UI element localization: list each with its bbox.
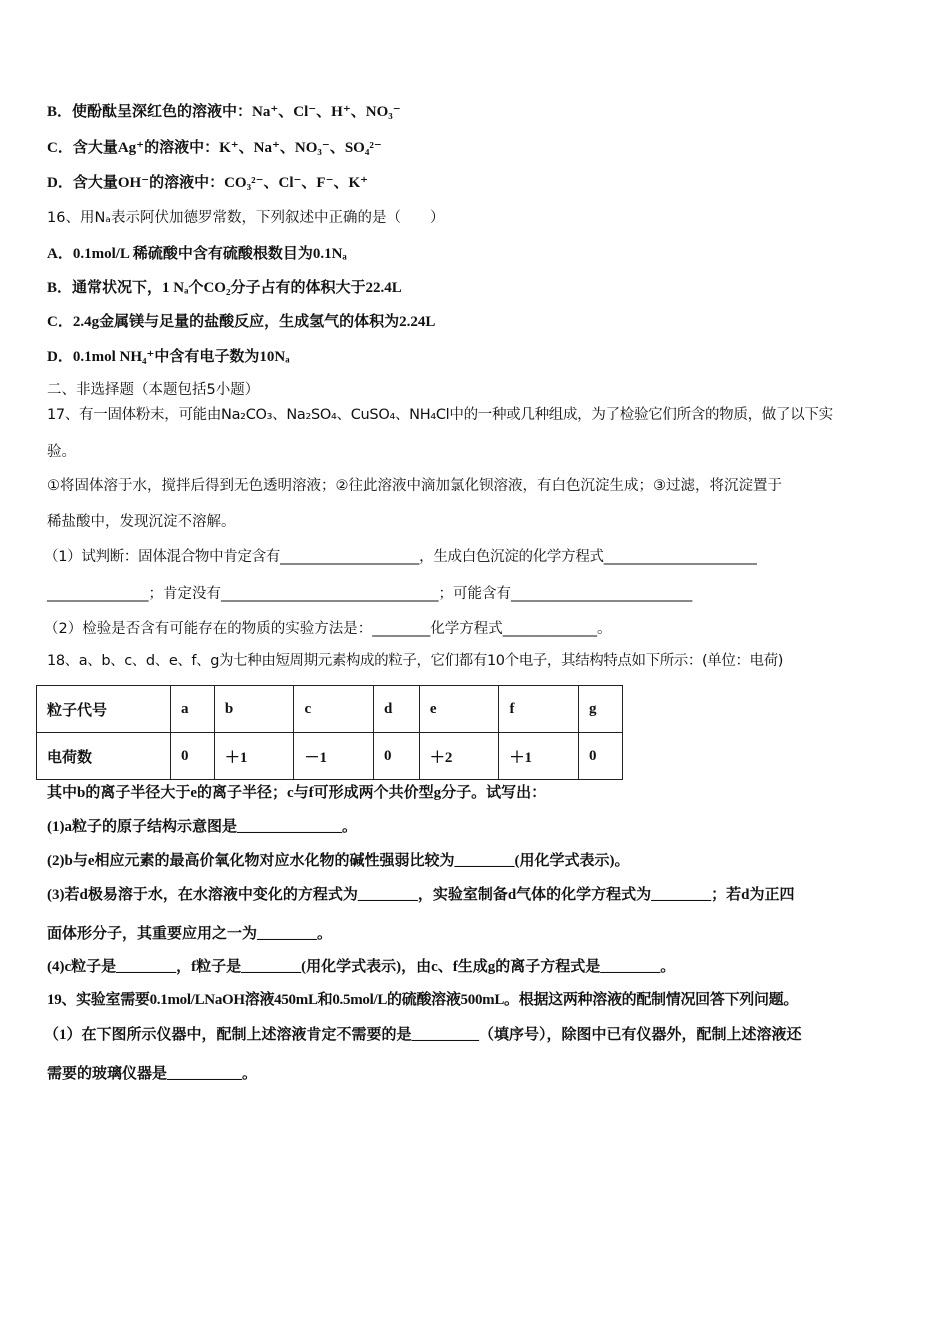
section-heading: 二、非选择题（本题包括5小题） <box>47 382 260 398</box>
q17-line: 稀盐酸中，发现沉淀不溶解。 <box>47 514 236 530</box>
q19-line: （1）在下图所示仪器中，配制上述溶液肯定不需要的是_________（填序号），除图中已有仪器外，配制上述溶液还 <box>44 1027 802 1043</box>
particle-table <box>36 685 623 780</box>
table-cell: ＋2 <box>419 733 499 780</box>
table-cell: ＋1 <box>499 733 579 780</box>
q15-option-c: C．含大量Ag⁺的溶液中：K⁺、Na⁺、NO₃⁻、SO₄²⁻ <box>47 140 382 156</box>
q16-option-a: A．0.1mol/L 稀硫酸中含有硫酸根数目为0.1Nₐ <box>47 246 347 262</box>
table-cell: c <box>294 686 374 733</box>
q18-line: (3)若d极易溶于水，在水溶液中变化的方程式为________，实验室制备d气体的化学方程式为________；若d为正四 <box>47 887 795 903</box>
table-cell: 电荷数 <box>37 733 171 780</box>
q17-line: ①将固体溶于水，搅拌后得到无色透明溶液；②往此溶液中滴加氯化钡溶液，有白色沉淀生成；③过滤，将沉淀置于 <box>47 478 782 494</box>
q17-line: （1）试判断：固体混合物中肯定含有____________________，生成白色沉淀的化学方程式______________________ <box>44 549 757 565</box>
table-cell: d <box>374 686 420 733</box>
q15-option-d: D．含大量OH⁻的溶液中：CO₃²⁻、Cl⁻、F⁻、K⁺ <box>47 175 369 191</box>
q18-stem: 18、a、b、c、d、e、f、g为七种由短周期元素构成的粒子，它们都有10个电子，其结构特点如下所示：(单位：电荷) <box>47 653 784 669</box>
q19-line: 19、实验室需要0.1mol/LNaOH溶液450mL和0.5mol/L的硫酸溶液500mL。根据这两种溶液的配制情况回答下列问题。 <box>47 992 799 1008</box>
q18-line: (2)b与e相应元素的最高价氧化物对应水化物的碱性强弱比较为________(用化学式表示)。 <box>47 853 630 869</box>
table-cell: g <box>579 686 623 733</box>
q18-line: 面体形分子，其重要应用之一为________。 <box>47 926 333 942</box>
q16-option-b: B．通常状况下，1 Nₐ个CO₂分子占有的体积大于22.4L <box>47 280 402 296</box>
q16-option-d: D．0.1mol NH₄⁺中含有电子数为10Nₐ <box>47 349 290 365</box>
table-cell: f <box>499 686 579 733</box>
q19-line: 需要的玻璃仪器是__________。 <box>47 1066 258 1082</box>
q18-line: 其中b的离子半径大于e的离子半径；c与f可形成两个共价型g分子。试写出： <box>47 785 547 801</box>
table-cell: b <box>214 686 294 733</box>
q16-option-c: C．2.4g金属镁与足量的盐酸反应，生成氢气的体积为2.24L <box>47 314 436 330</box>
q16-stem: 16、用Nₐ表示阿伏加德罗常数，下列叙述中正确的是（ ） <box>47 210 445 226</box>
table-row <box>37 733 623 780</box>
table-cell: 0 <box>171 733 215 780</box>
table-cell: 粒子代号 <box>37 686 171 733</box>
q17-line: 验。 <box>47 444 76 460</box>
table-row <box>37 686 623 733</box>
table-cell: 0 <box>579 733 623 780</box>
table-cell: a <box>171 686 215 733</box>
q18-line: (4)c粒子是________，f粒子是________(用化学式表示)，由c、f生成g的离子方程式是________。 <box>47 959 676 975</box>
table-cell: e <box>419 686 499 733</box>
q15-option-b: B．使酚酞呈深红色的溶液中：Na⁺、Cl⁻、H⁺、NO₃⁻ <box>47 104 401 120</box>
q18-line: (1)a粒子的原子结构示意图是______________。 <box>47 819 357 835</box>
q17-line: ______________；肯定没有______________________________；可能含有_________________________ <box>47 586 693 602</box>
q17-line: 17、有一固体粉末，可能由Na₂CO₃、Na₂SO₄、CuSO₄、NH₄Cl中的一种或几种组成，为了检验它们所含的物质，做了以下实 <box>47 407 833 423</box>
table-cell: 0 <box>374 733 420 780</box>
table-cell: ＋1 <box>214 733 294 780</box>
table-cell: －1 <box>294 733 374 780</box>
q17-line: （2）检验是否含有可能存在的物质的实验方法是：________化学方程式_____________。 <box>44 621 612 637</box>
